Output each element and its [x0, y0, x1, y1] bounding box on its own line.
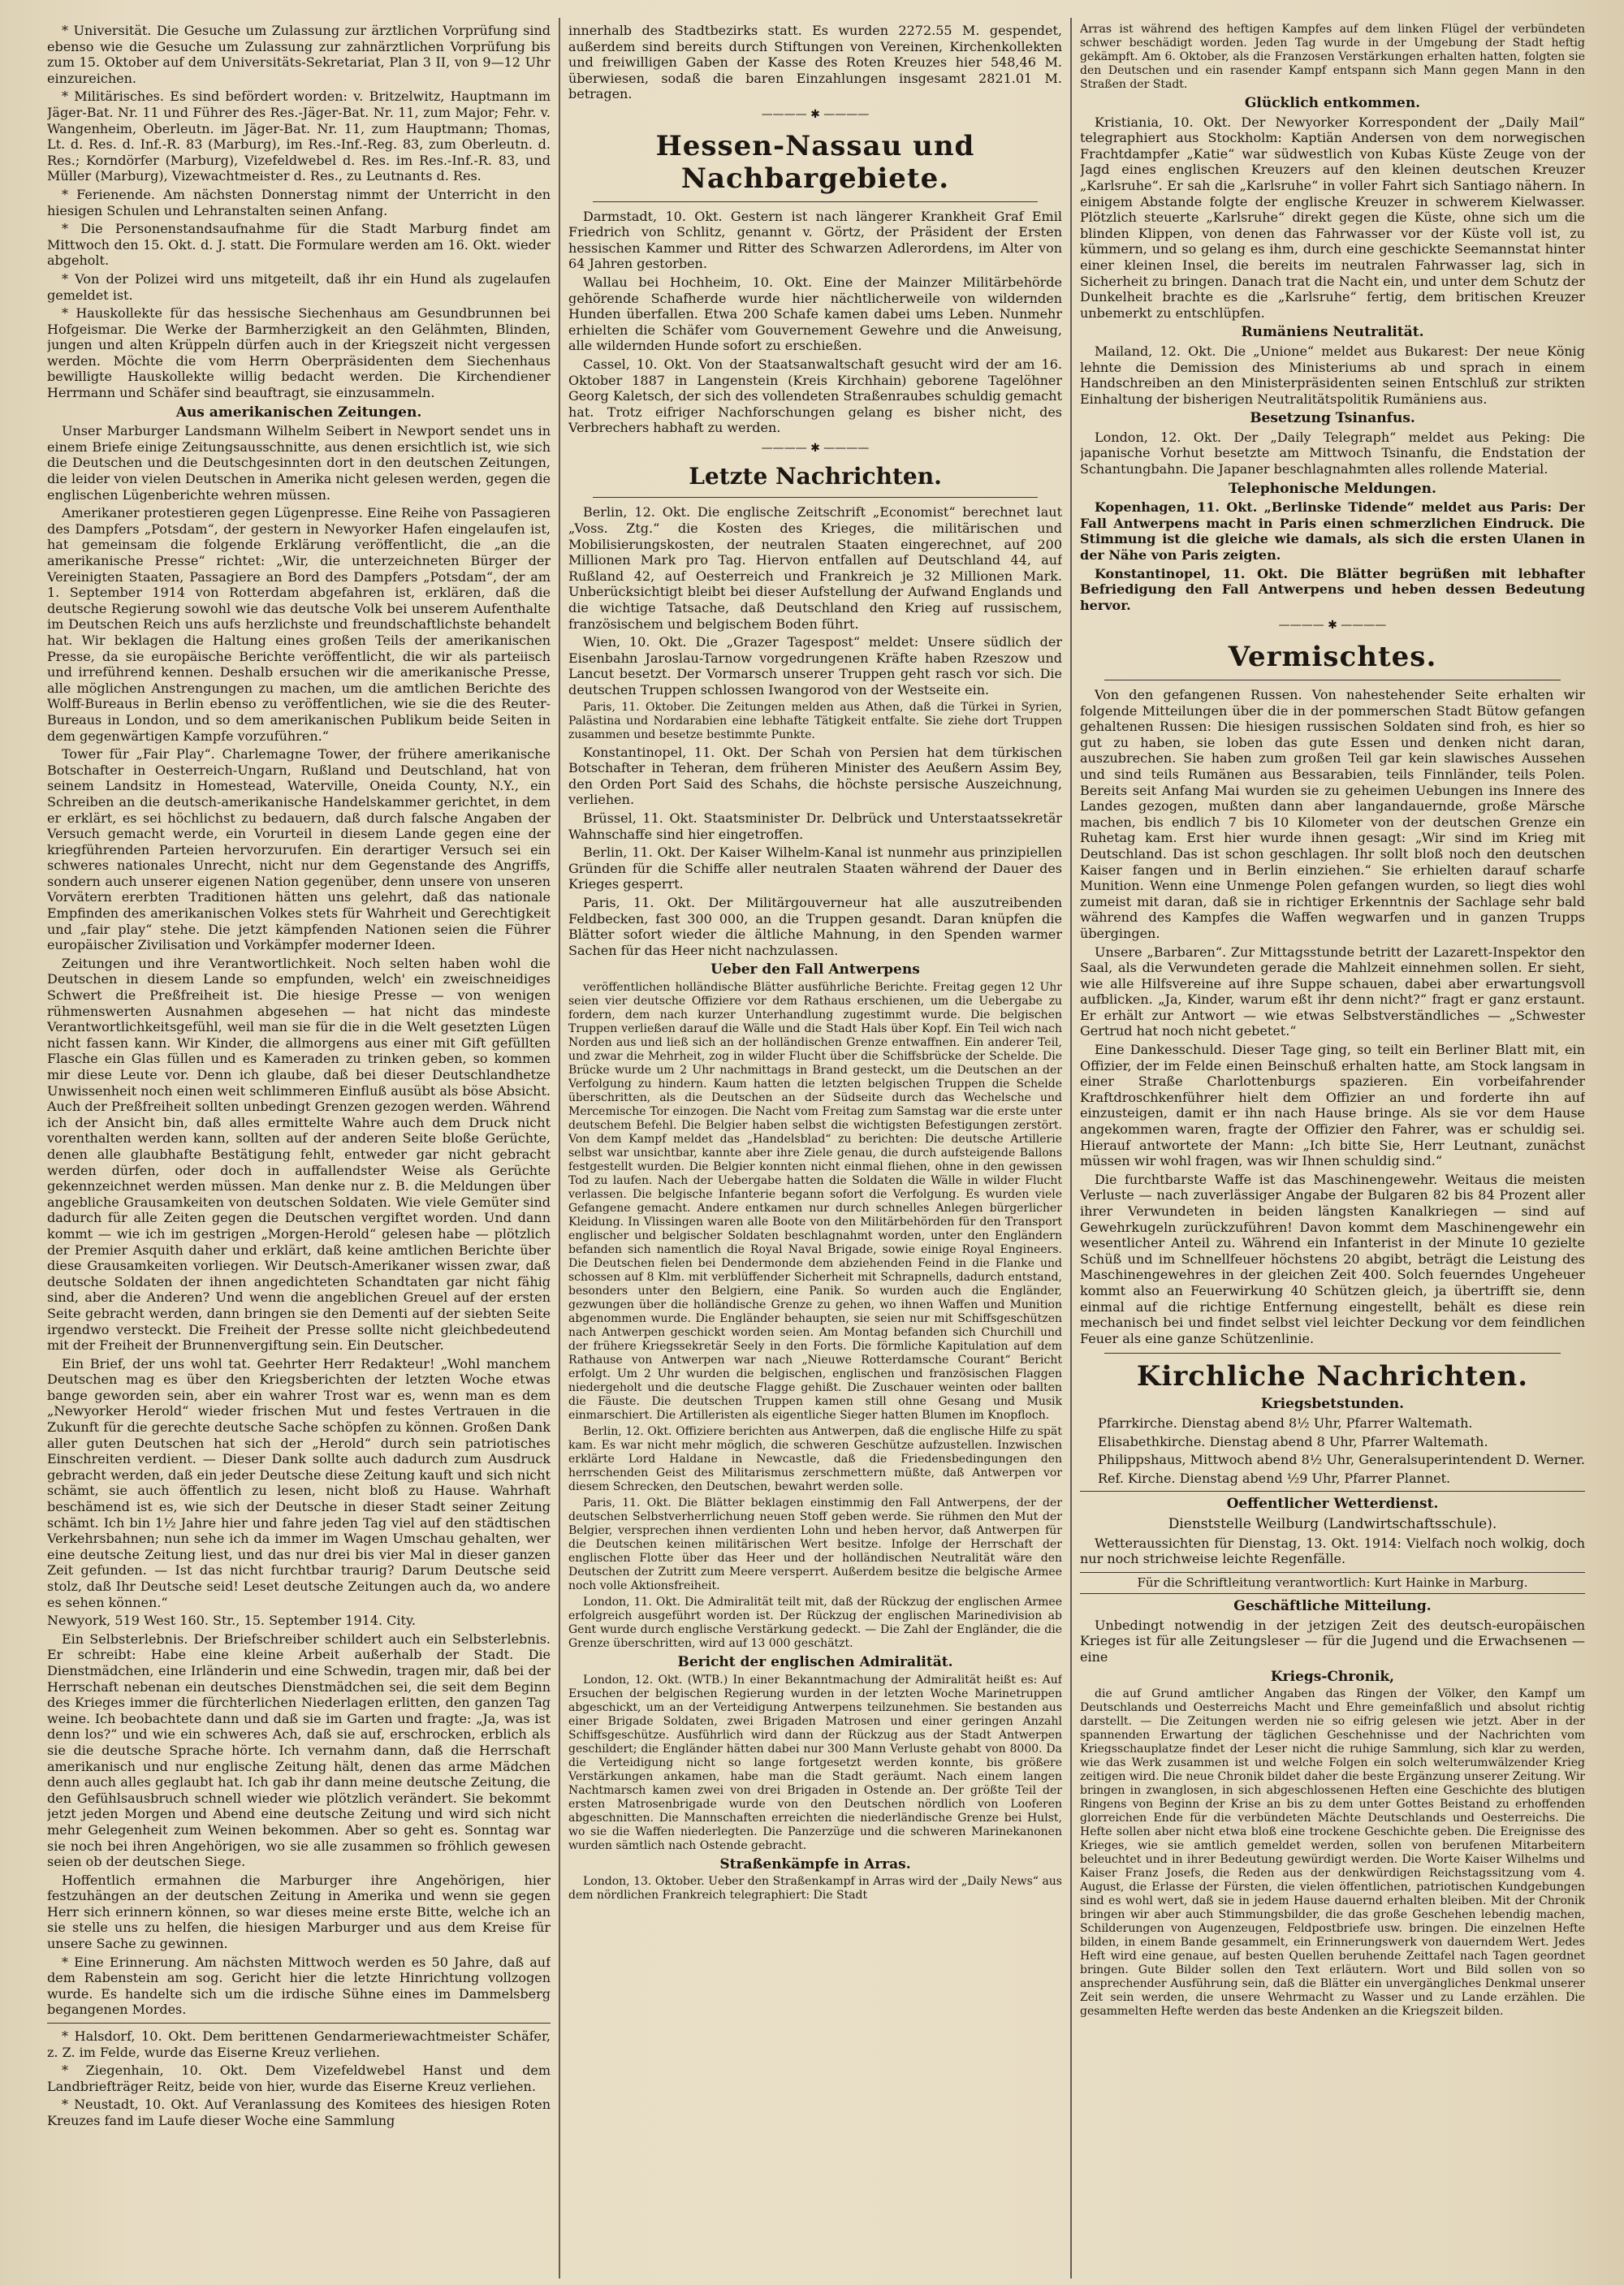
article-paragraph: Konstantinopel, 11. Okt. Die Blätter begrüßen mit lebhafter Befriedigung den Fall Antwerpens und heben dessen Bedeutung hervor. — [1080, 565, 1585, 613]
section-heading: Glücklich entkommen. — [1244, 95, 1421, 111]
article-paragraph: veröffentlichen holländische Blätter ausführliche Berichte. Freitag gegen 12 Uhr seien vier deutsche Offiziere vor dem Rathaus erschienen, um die Uebergabe zu fordern, dem nach kurzer Unterhandlung zugestimmt wurde. Die belgischen Truppen verließen darauf die Wälle und die Stadt Hals über Kopf. Ein Teil wich nach Norden aus und ließ sich an der holländischen Grenze entwaffnen. Ein anderer Teil, und zwar die Mehrheit, zog in wilder Flucht über die Schiffsbrücke der Schelde. Die Brücke wurde um 2 Uhr nachmittags in Brand gesteckt, um die Deutschen an der Verfolgung zu hindern. Kaum hatten die letzten belgischen Truppen die Schelde überschritten, als die Deutschen an der Südseite durch das Wechelsche und Mercemische Tor einzogen. Die Nacht vom Freitag zum Samstag war die erste unter deutschem Befehl. Die Belgier haben selbst die wichtigsten Befestigungen zerstört. Von dem Kampf meldet das „Handelsblad“ zu berichten: Die deutsche Artillerie selbst war unsichtbar, kannte aber ihre Ziele genau, die durch aufsteigende Ballons festgestellt wurden. Die Belgier konnten nicht einmal fliehen, ohne in den gewissen Tod zu laufen. Nach der Uebergabe hatten die Soldaten die Wälle in wilder Flucht verlassen. Die belgische Infanterie begann sofort die Verfolgung. Es wurden viele Gefangene gemacht. Andere entkamen nur durch schnelles Anlegen bürgerlicher Kleidung. In Vlissingen waren alle Boote von den Militärbehörden für den Transport englischer und belgischer Soldaten beschlagnahmt worden, unter den Engländern befanden sich namentlich die Royal Naval Brigade, sowie einige Royal Engineers. Die Deutschen fielen bei Dendermonde dem abziehenden Feind in die Flanke und schossen auf 8 Klm. mit verblüffender Sicherheit mit Schrapnells, dadurch entstand, besonders unter den Belgiern, eine Panik. So wurden auch die Engländer, gezwungen über die holländische Grenze zu gehen, wo ihnen Waffen und Munition abgenommen wurde. Die Engländer behaupten, sie seien nur mit Schiffsgeschützen nach Antwerpen geschickt worden seien. Am Montag befanden sich Churchill und der frühere Kriegssekretär Seely in den Forts. Die förmliche Kapitulation auf dem Rathause von Antwerpen war nach „Nieuwe Rotterdamsche Courant“ Bericht erfolgt. Um 2 Uhr wurden die belgischen, englischen und französischen Flaggen niedergeholt und die deutsche Flagge gehißt. Die Zuschauer weinten oder ballten die Fäuste. Die deutschen Truppen kamen still ohne Gesang und Musik einmarschiert. Die Artilleristen als eigentliche Sieger hatten Blumen im Knopfloch. — [568, 980, 1062, 1422]
article-paragraph: Amerikaner protestieren gegen Lügenpresse. Eine Reihe von Passagieren des Dampfers „Potsdam“, der gestern in Newyorker Hafen eingelaufen ist, hat gemeinsam die folgende Erklärung veröffentlicht, die „an die amerikanische Presse“ richtet: „Wir, die unterzeichneten Bürger der Vereinigten Staaten, Passagiere an Bord des Dampfers „Potsdam“, der am 1. September 1914 von Rotterdam abgefahren ist, erklären, daß die deutsche Regierung sowohl wie das deutsche Volk bei unserem Aufenthalte im Deutschen Reich uns aufs herzlichste und freundschaftlichste behandelt hat. Wir beklagen die Haltung eines großen Teils der amerikanischen Presse, da sie europäische Berichte veröffentlicht, die wir als parteiisch und irreführend kennen. Deshalb ersuchen wir die amerikanische Presse, alle möglichen Anstrengungen zu machen, um die amtlichen Berichte des Wolff-Bureaus in Berlin ebenso zu veröffentlichen, wie sie die des Reuter-Bureaus in London, und so dem amerikanischen Publikum beide Seiten in dem gegenwärtigen Kampfe vorzuführen.“ — [47, 505, 551, 744]
article-paragraph: Von den gefangenen Russen. Von nahestehender Seite erhalten wir folgende Mitteilungen über die in der pommerschen Stadt Bütow gefangen gehaltenen Russen: Die hiesigen russischen Soldaten sind froh, es hier so gut zu haben, sie loben das gute Essen und denken nicht daran, auszubrechen. Sie haben zum großen Teil gar kein slawisches Aussehen und sind teils Rumänen aus Bessarabien, teils Finnländer, teils Polen. Bereits seit Anfang Mai wurden sie zu geheimen Uebungen ins Innere des Landes gezogen, mußten dann aber langandauernde, große Märsche machen, bis endlich 7 bis 10 Kilometer von der deutschen Grenze ein Ruhetag kam. Erst hier wurde ihnen gesagt: „Wir sind im Krieg mit Deutschland. Das ist schon geschlagen. Ihr sollt bloß noch den deutschen Kaiser fangen und in Berlin einziehen.“ Sie erhielten darauf scharfe Munition. Wenn eine Unmenge Polen gefangen wurden, so liegt dies wohl zumeist mit daran, daß sie in richtiger Erkenntnis der Sachlage sehr bald während des Kampfes die Waffen wegwarfen und in ganzen Trupps übergingen. — [1080, 687, 1585, 941]
article-paragraph: Eine Dankesschuld. Dieser Tage ging, so teilt ein Berliner Blatt mit, ein Offizier, der im Felde einen Beinschuß erhalten hatte, am Stock langsam in einer Straße Charlottenburgs spazieren. Ein vorbeifahrender Kraftdroschkenführer hielt dem Offizier an und forderte ihn auf einzusteigen, damit er ihn nach Hause bringe. Als sie vor dem Hause angekommen waren, fragte der Offizier den Fahrer, was er schuldig sei. Hierauf antwortete der Mann: „Ich bitte Sie, Herr Leutnant, zunächst müssen wir wohl fragen, was wir Ihnen schuldig sind.“ — [1080, 1042, 1585, 1169]
church-listing: Philippshaus, Mittwoch abend 8½ Uhr, Generalsuperintendent D. Werner. — [1098, 1452, 1585, 1468]
dateline: Newyork, 519 West 160. Str., 15. September 1914. City. — [47, 1613, 416, 1629]
section-heading: Besetzung Tsinanfus. — [1250, 410, 1415, 427]
article-paragraph: Unsere „Barbaren“. Zur Mittagsstunde betritt der Lazarett-Inspektor den Saal, als die Verwundeten gerade die Mahlzeit einnehmen sollen. Er sieht, wie alle Hilfsvereine auf ihre Suppe schauen, dabei aber erwartungsvoll aufblicken. „Ja, Kinder, warum eßt ihr denn nicht?“ fragt er ganz erstaunt. Er erhält zur Antwort — wie etwas Selbstverständliches — „Schwester Gertrud hat noch nicht gebetet.“ — [1080, 944, 1585, 1039]
section-heading: Kriegs-Chronik, — [1270, 1668, 1395, 1685]
column-3 — [1080, 23, 1585, 2277]
section-title-vermischtes: Vermischtes. — [1228, 641, 1437, 673]
column-2 — [568, 23, 1062, 2277]
article-paragraph: Mailand, 12. Okt. Die „Unione“ meldet aus Bukarest: Der neue König lehnte die Demission des Ministeriums ab und sprach in einem Handschreiben an den Ministerpräsidenten seinen Entschluß zur strikten Einhaltung der bisherigen Neutralitätspolitik Rumäniens aus. — [1080, 343, 1585, 407]
article-paragraph: Kristiania, 10. Okt. Der Newyorker Korrespondent der „Daily Mail“ telegraphiert aus Stockholm: Kaptiän Andersen von dem norwegischen Frachtdampfer „Katie“ war südwestlich von Kubas Küste Zeuge von der Jagd eines englischen Kreuzers auf den kleinen deutschen Kreuzer „Karlsruhe“. Er sah die „Karlsruhe“ in voller Fahrt sich Santiago nähern. In einigem Abstande folgte der englische Kreuzer in schwerem Kielwasser. Plötzlich steuerte „Karlsruhe“ direkt gegen die Küste, ohne sich um die blinden Klippen, von denen das Fahrwasser vor der Küste voll ist, zu kümmern, und so gelang es ihm, durch eine geschickte Seemannstat hinter einer kleinen Insel, die bereits im neutralen Fahrwasser lag, sich in Sicherheit zu bringen. Danach trat die Nacht ein, und unter dem Schutz der Dunkelheit brachte es die „Karlsruhe“ fertig, dem britischen Kreuzer unbemerkt zu entschlüpfen. — [1080, 114, 1585, 321]
article-paragraph: Wien, 10. Okt. Die „Grazer Tagespost“ meldet: Unsere südlich der Eisenbahn Jaroslau-Tarnow vorgedrungenen Kräfte haben Rzeszow und Lancut besetzt. Der Vormarsch unserer Truppen geht rasch vor sich. Die deutschen Truppen schlossen Iwangorod von der Westseite ein. — [568, 634, 1062, 698]
star-divider-icon: ———— ✱ ———— — [761, 107, 870, 121]
section-heading: Rumäniens Neutralität. — [1241, 324, 1424, 341]
article-paragraph: Hoffentlich ermahnen die Marburger ihre Angehörigen, hier festzuhängen an der deutschen Zeitung in Amerika und wenn sie gegen Herr sich erinnern können, so war dieses meine erste Bitte, welche ich an sie stelle uns zu helfen, die hiesigen Marburger und aus dem Kreise für unsere Sache zu gewinnen. — [47, 1872, 551, 1952]
section-heading: Bericht der englischen Admiralität. — [677, 1653, 953, 1670]
article-paragraph: die auf Grund amtlicher Angaben das Ringen der Völker, den Kampf um Deutschlands und Oesterreichs Macht und Ehre gemeinfaßlich und absolut richtig darstellt. — Die Zeitungen werden nie so eifrig gelesen wie jetzt. Aber in der spannenden Erwartung der täglichen Geschehnisse und der Nachrichten vom Kriegsschauplatze findet der Leser nicht die ruhige Sammlung, sich klar zu werden, wie das Werk zusammen ist und welche Folgen ein solch welterumwälzender Krieg zeitigen wird. Die neue Chronik bildet daher die beste Ergänzung unserer Zeitung. Wir bringen in zwanglosen, in sich abgeschlossenen Heften eine Geschichte des blutigen Ringens von Beginn der Krise an bis zu dem unter Gottes Beistand zu erhoffenden glorreichen Ende für die verbündeten Mächte Deutschlands und Oesterreichs. Die Hefte sollen aber nicht etwa bloß eine trockene Geschichte geben. Die Ereignisse des Krieges, wie sie amtlich gemeldet werden, sollen von berufenen Mitarbeitern beleuchtet und in ihrer Bedeutung gewürdigt werden. Die Worte Kaiser Wilhelms und Kaiser Franz Josefs, die Reden aus der denkwürdigen Reichstagssitzung vom 4. August, die Erlasse der Fürsten, die vielen öffentlichen, patriotischen Kundgebungen sind es wohl wert, daß sie in jedem Hause dauernd erhalten bleiben. Mit der Chronik bringen wir aber auch Stimmungsbilder, die das große Geschehen lebendig machen, Schilderungen von Augenzeugen, Feldpostbriefe usw. bringen. Die einzelnen Hefte bilden, in einem Bande gesammelt, ein Erinnerungswerk von dauerndem Wert. Jedes Heft wird eine genaue, auf besten Quellen beruhende Zeittafel nach Tagen geordnet bringen. Gute Bilder sollen den Text erläutern. Wort und Bild sollen von so ansprechender Ausführung sein, daß die Blätter ein unvergängliches Denkmal unserer Zeit sein werden, die unsere Wehrmacht zu Wasser und zu Lande erzählen. Die gesammelten Hefte werden das beste Andenken an die Kriegszeit bilden. — [1080, 1687, 1585, 2019]
article-paragraph: Ein Brief, der uns wohl tat. Geehrter Herr Redakteur! „Wohl manchem Deutschen mag es über den Kriegsberichten der letzten Woche etwas bange geworden sein, aber ein wahrer Trost war es, wenn man es dem „Newyorker Herold“ wieder frischen Mut und festes Vertrauen in die Zukunft für die gerechte deutsche Sache schöpfen zu können. Großen Dank aller guten Deutschen hat sich der „Herold“ durch sein patriotisches Einschreiten verdient. — Dieser Dank sollte auch dadurch zum Ausdruck gebracht werden, daß ein jeder Deutsche diese Zeitung kauft und sich nicht schämt, sie auch öffentlich zu lesen, nicht bloß zu Hause. Wahrhaft beschämend ist es, wie sich der Deutsche in dieser Stadt seiner Zeitung schämt. Ich bin 1½ Jahre hier und fahre jeden Tag viel auf den städtischen Verkehrsbahnen; nun sehe ich da immer im Wagen Umschau gehalten, wer eine deutsche Zeitung liest, und das nur drei bis vier Mal in dieser ganzen Zeit gefunden. — Ist das nicht furchtbar traurig? Darum Deutsche seid stolz, daß Ihr Deutsche seid! Leset deutsche Zeitungen auch da, wo andere es sehen können.“ — [47, 1355, 551, 1610]
article-paragraph: Arras ist während des heftigen Kampfes auf dem linken Flügel der verbündeten schwer beschädigt worden. Jeden Tag wurde in der Umgebung der Stadt heftig gekämpft. Am 6. Oktober, als die Franzosen Verstärkungen erhalten hatten, folgten sie den Deutschen und ein rasender Kampf entspann sich Mann gegen Mann in den Straßen der Stadt. — [1080, 23, 1585, 91]
section-heading: Kriegsbetstunden. — [1260, 1396, 1405, 1413]
article-paragraph: Zeitungen und ihre Verantwortlichkeit. Noch selten haben wohl die Deutschen in diesem Lande so empfunden, welch' ein zweischneidiges Schwert die Preßfreiheit ist. Die hiesige Presse — von wenigen rühmenswerten Ausnahmen abgesehen — hat nicht das mindeste Verantwortlichkeitsgefühl, weil man sie für die in die Welt gesetzten Lügen nicht fassen kann. Wir Kinder, die allmorgens aus einer mit Gift gefüllten Flasche ein Glas füllen und es Kameraden zu trinken geben, so kommen mir diese Leute vor. Denn ich glaube, daß bei dieser Deutschlandhetze Unwissenheit noch einen weit schlimmeren Einfluß ausübt als böse Absicht. Auch der Preßfreiheit sollten unbedingt Grenzen gezogen werden. Während ich der Ansicht bin, daß alles ermittelte Wahre auch dem Druck nicht vorenthalten werden kann, sollten auf der anderen Seite bloße Gerüchte, denen alle glaubhafte Bestätigung fehlt, entweder gar nicht gebracht werden dürfen, oder doch in auffallendster Weise als Gerüchte gekennzeichnet werden müssen. Man denke nur z. B. die Meldungen über angebliche Grausamkeiten von deutschen Soldaten. Wie viele Gemüter sind dadurch für alle Zeiten gegen die Deutschen vergiftet worden. Und dann kommt — wie ich im gestrigen „Morgen-Herold“ gelesen habe — plötzlich der Premier Asquith daher und erklärt, daß keine amtlichen Berichte über diese Grausamkeiten vorliegen. Wir Deutsch-Amerikaner wissen zwar, daß deutsche Soldaten der ihnen angedichteten Schandtaten gar nicht fähig sind, aber die Anderen? Und wenn die angeblichen Greuel auf der ersten Seite gebracht werden, dann bringen sie den Dementi auf der siebten Seite irgendwo versteckt. Die Freiheit der Presse sollte nicht gleichbedeutend mit der Freiheit der Brunnenvergiftung sein. Ein Deutscher. — [47, 955, 551, 1354]
article-paragraph: Berlin, 12. Okt. Die englische Zeitschrift „Economist“ berechnet laut „Voss. Ztg.“ die Kosten des Krieges, die militärischen und Mobilisierungskosten, der neutralen Staaten eingerechnet, auf 200 Millionen Mark pro Tag. Hiervon entfallen auf Deutschland 44, auf Rußland 42, auf Oesterreich und Frankreich je 32 Millionen Mark. Unberücksichtigt bleibt bei dieser Aufstellung der Aufwand Englands und die wichtige Tatsache, daß Deutschland den Krieg auf russischem, französischem und belgischem Boden führt. — [568, 504, 1062, 632]
article-paragraph: London, 12. Okt. (WTB.) In einer Bekanntmachung der Admiralität heißt es: Auf Ersuchen der belgischen Regierung wurden in der letzten Woche Marinetruppen abgeschickt, um an der Verteidigung Antwerpens teilzunehmen. Sie bestanden aus einer Brigade Soldaten, zwei Brigaden Matrosen und einer geringen Anzahl Schiffsgeschütze. Ausführlich wird dann der Rückzug aus der Stadt Antwerpen geschildert; die Engländer hätten dabei nur 300 Mann Verluste gehabt von 8000. Da die Verteidigung nicht so lange fortgesetzt werden konnte, bis größere Verstärkungen ankamen, habe man die Stadt geräumt. Nach einem langen Nachtmarsch kamen zwei von drei Brigaden in Ostende an. Der größte Teil der ersten Matrosenbrigade wurde von den Deutschen nördlich von Looferen abgeschnitten. Die Mannschaften erreichten die niederländische Grenze bei Hulst, wo sie die Waffen niederlegten. Die Panzerzüge und die schweren Marinekanonen wurden sämtlich nach Ostende gebracht. — [568, 1673, 1062, 1852]
church-listing: Pfarrkirche. Dienstag abend 8½ Uhr, Pfarrer Waltemath. — [1098, 1415, 1473, 1431]
section-heading: Straßenkämpfe in Arras. — [719, 1855, 911, 1872]
article-paragraph: Tower für „Fair Play“. Charlemagne Tower, der frühere amerikanische Botschafter in Oesterreich-Ungarn, Rußland und Deutschland, hat von seinem Landsitz in Homestead, Waterville, Oneida County, N.Y., ein Schreiben an die deutsch-amerikanische Handelskammer gerichtet, in dem er erklärt, es sei höchlichst zu bedauern, daß durch falsche Angaben der Versuch gemacht werde, ein Vorurteil in diesem Lande gegen eine der kriegführenden Parteien hervorzurufen. Ein derartiger Versuch sei ein schweres nationales Unrecht, nicht nur dem Gegenstande des Angriffs, sondern auch unserer eigenen Nation gegenüber, denn unsere von unseren Vorvätern ererbten Traditionen hätten uns gelehrt, daß das nationale Empfinden des amerikanischen Volkes stets für Wahrheit und Gerechtigkeit und „fair play“ stehe. Die jetzt kämpfenden Nationen seien die Führer europäischer Zivilisation und Vorkämpfer moderner Ideen. — [47, 746, 551, 953]
article-paragraph: Paris, 11. Oktober. Die Zeitungen melden aus Athen, daß die Türkei in Syrien, Palästina und Nordarabien eine lebhafte Tätigkeit entfalte. Sie ziehe dort Truppen zusammen und besetze bestimmte Punkte. — [568, 700, 1062, 741]
article-paragraph: Darmstadt, 10. Okt. Gestern ist nach längerer Krankheit Graf Emil Friedrich von Schlitz, genannt v. Görtz, der Präsident der Ersten hessischen Kammer und Ritter des Schwarzen Adlerordens, im Alter von 64 Jahren gestorben. — [568, 208, 1062, 272]
section-title-letzte-nachrichten: Letzte Nachrichten. — [689, 463, 942, 490]
divider — [593, 497, 1038, 498]
article-hauskollekte: * Hauskollekte für das hessische Siechenhaus am Gesundbrunnen bei Hofgeismar. Die Werke der Barmherzigkeit an den Gelähmten, Blinden, jungen und alten Krüppeln dürfen auch in der Kriegszeit nicht vergessen werden. Möchte die vom Herrn Oberpräsidenten dem Siechenhaus bewilligte Hauskollekte willig bedacht werden. Die Kirchendiener Herrmann und Schäfer sind beauftragt, sie einzusammeln. — [47, 305, 551, 401]
article-paragraph: Ein Selbsterlebnis. Der Briefschreiber schildert auch ein Selbsterlebnis. Er schreibt: Habe eine kleine Arbeit außerhalb der Stadt. Die Dienstmädchen, eine Irländerin und eine Schwedin, tragen mir, daß bei der Herrschaft nebenan ein deutsches Dienstmädchen sei, die seit dem Beginn des Krieges immer die fürchterlichen Niederlagen erlitten, den ganzen Tag weine. Ich beobachtete dann und daß sie im Garten und fragte: „Ja, was ist denn los?“ und wie ein schweres Ach, daß sie auf, erschrocken, erblich als sie die deutsche Sprache hörte. Ich vernahm dann, daß die Herrschaft amerikanisch und nur englische Zeitung hält, denen das arme Mädchen denn auch alles geglaubt hat. Ich gab ihr dann meine deutsche Zeitung, die den Gefühlsausbruch schnell wieder wie plötzlich verändert. Sie bekommt jetzt jeden Morgen und Abend eine deutsche Zeitung und wird sich nicht mehr Gelegenheit zum Weinen bekommen. Aber so geht es. Sonntag war sie noch bei ihren Angehörigen, wo sie alle zusammen so fröhlich gewesen seien ob der deutschen Siege. — [47, 1631, 551, 1870]
article-militaerisches: * Militärisches. Es sind befördert worden: v. Britzelwitz, Hauptmann im Jäger-Bat. Nr. 11 und Führer des Res.-Jäger-Bat. Nr. 11, zum Major; Fehr. v. Wangenheim, Oberleutn. im Jäger-Bat. Nr. 11, zum Hauptmann; Thomas, Lt. d. Res. d. Inf.-R. 83 (Marburg), im Res.-Inf.-Reg. 83, zum Oberleutn. d. Res.; Korndörfer (Marburg), Vizefeldwebel d. Res. im Res.-Inf.-R. 83, und Müller (Marburg), Vizewachtmeister d. Res., zu Leutnants d. Res. — [47, 89, 551, 184]
editor-responsibility: Für die Schriftleitung verantwortlich: Kurt Hainke in Marburg. — [1080, 1572, 1585, 1595]
section-heading: Oeffentlicher Wetterdienst. — [1226, 1496, 1439, 1513]
article-paragraph: Konstantinopel, 11. Okt. Der Schah von Persien hat dem türkischen Botschafter in Teheran, dem früheren Minister des Aeußern Assim Bey, den Orden Port Said des Schahs, die höchste persische Auszeichnung, verliehen. — [568, 744, 1062, 808]
article-paragraph: Unbedingt notwendig in der jetzigen Zeit des deutsch-europäischen Krieges ist für alle Zeitungsleser — für die Jugend und die Erwachsenen — eine — [1080, 1617, 1585, 1665]
weather-station: Dienststelle Weilburg (Landwirtschaftsschule). — [1168, 1515, 1497, 1532]
divider — [47, 2023, 551, 2024]
star-divider-icon: ———— ✱ ———— — [1278, 619, 1387, 633]
article-paragraph: innerhalb des Stadtbezirks statt. Es wurden 2272.55 M. gespendet, außerdem sind bereits durch Stiftungen von Vereinen, Kirchenkollekten und freiwilligen Gaben der Kasse des Roten Kreuzes hier 548,46 M. überwiesen, sodaß die baren Einzahlungen insgesamt 2821.01 M. betragen. — [568, 23, 1062, 102]
article-paragraph: * Halsdorf, 10. Okt. Dem berittenen Gendarmeriewachtmeister Schäfer, z. Z. im Felde, wurde das Eiserne Kreuz verliehen. — [47, 2028, 551, 2060]
article-paragraph: Unser Marburger Landsmann Wilhelm Seibert in Newport sendet uns in einem Briefe einige Zeitungsausschnitte, aus denen ersichtlich ist, wie sich die Deutschen und die Deutschgesinnten dort in den deutschen Zeitungen, die leider von vielen Deutschen in Amerika nicht gelesen werden, gegen die englischen Lügenberichte wehren müssen. — [47, 423, 551, 503]
article-paragraph: Paris, 11. Okt. Der Militärgouverneur hat alle auszutreibenden Feldbecken, fast 300 000, an die Truppen gesandt. Daran knüpfen die Blätter sofort wieder die ältliche Mahnung, in den Spenden warmer Sachen für das Heer nicht nachzulassen. — [568, 894, 1062, 958]
article-paragraph: Cassel, 10. Okt. Von der Staatsanwaltschaft gesucht wird der am 16. Oktober 1887 in Langenstein (Kreis Kirchhain) geborene Tagelöhner Georg Kaletsch, der sich des vollendeten Straßenraubes schuldig gemacht hat. Trotz eifriger Nachforschungen gelang es bisher nicht, des Verbrechers habhaft zu werden. — [568, 356, 1062, 436]
article-paragraph: * Ziegenhain, 10. Okt. Dem Vizefeldwebel Hanst und dem Landbriefträger Reitz, beide von hier, wurde das Eiserne Kreuz verliehen. — [47, 2063, 551, 2094]
divider — [1080, 1491, 1585, 1492]
star-divider-icon: ———— ✱ ———— — [761, 441, 870, 455]
article-paragraph: London, 13. Oktober. Ueber den Straßenkampf in Arras wird der „Daily News“ aus dem nördlichen Frankreich telegraphiert: Die Stadt — [568, 1875, 1062, 1903]
article-ferienende: * Ferienende. Am nächsten Donnerstag nimmt der Unterricht in den hiesigen Schulen und Lehranstalten seinen Anfang. — [47, 186, 551, 218]
section-heading: Ueber den Fall Antwerpens — [710, 961, 920, 978]
column-1 — [47, 23, 551, 2277]
article-paragraph: Berlin, 11. Okt. Der Kaiser Wilhelm-Kanal ist nunmehr aus prinzipiellen Gründen für die Schiffe aller neutralen Staaten während der Dauer des Krieges gesperrt. — [568, 844, 1062, 892]
article-paragraph: London, 11. Okt. Die Admiralität teilt mit, daß der Rückzug der englischen Armee erfolgreich ausgeführt worden ist. Der Rückzug der englischen Marinedivision ab Gent wurde durch englische Verstärkung gedeckt. — Die Zahl der Engländer, die die Grenze überschritten, wird auf 13 000 geschätzt. — [568, 1595, 1062, 1650]
article-polizei: * Von der Polizei wird uns mitgeteilt, daß ihr ein Hund als zugelaufen gemeldet ist. — [47, 270, 551, 303]
article-paragraph: London, 12. Okt. Der „Daily Telegraph“ meldet aus Peking: Die japanische Vorhut besetzte am Mittwoch Tsinanfu, die Endstation der Schantungbahn. Die Japaner beschlagnahmten alles rollende Material. — [1080, 429, 1585, 477]
article-paragraph: Kopenhagen, 11. Okt. „Berlinske Tidende“ meldet aus Paris: Der Fall Antwerpens macht in Paris einen schmerzlichen Eindruck. Die Stimmung ist die gleiche wie damals, als sich die ersten Ulanen in der Nähe von Paris zeigten. — [1080, 499, 1585, 564]
section-heading: Aus amerikanischen Zeitungen. — [175, 404, 422, 421]
section-heading: Geschäftliche Mitteilung. — [1233, 1598, 1432, 1615]
divider — [593, 201, 1038, 202]
article-paragraph: Die furchtbarste Waffe ist das Maschinengewehr. Weitaus die meisten Verluste — nach zuverlässiger Angabe der Bulgaren 82 bis 84 Prozent aller ihrer Verwundeten in beiden längsten Kanalkriegen — sind auf Gewehrkugeln zurückzuführen! Davon kommt dem Maschinengewehr ein wesentlicher Anteil zu. Während ein Infanterist in der Minute 10 gezielte Schüß und im Schnellfeuer höchstens 20 abgibt, beträgt die Leistung des Maschinengewehres in der gleichen Zeit 400. Solch feuerndes Ungeheuer kommt also an Feuerwirkung 40 Schützen gleich, ja übertrifft sie, denn einmal auf die richtige Entfernung eingestellt, behält es diese rein mechanisch bei und findet selbst viel leichter Deckung vor dem feindlichen Feuer als eine ganze Schützenlinie. — [1080, 1171, 1585, 1346]
article-paragraph: Paris, 11. Okt. Die Blätter beklagen einstimmig den Fall Antwerpens, der der deutschen Selbstverherrlichung neuen Stoff geben werde. Sie rühmen den Mut der Belgier, versprechen ihnen verdienten Lohn und heben hervor, daß Antwerpen für die Deutschen keinen militärischen Wert besitze. Infolge der Herrschaft der englischen Flotte über das Heer und der holländischen Neutralität wäre den Deutschen der Zutritt zum Meere versperrt. Außerdem besitze die belgische Armee noch volle Aktionsfreiheit. — [568, 1496, 1062, 1592]
divider — [1104, 1353, 1561, 1354]
article-personenstand: * Die Personenstandsaufnahme für die Stadt Marburg findet am Mittwoch den 15. Okt. d. J. statt. Die Formulare werden am 16. Okt. wieder abgeholt. — [47, 221, 551, 269]
column-divider — [1070, 18, 1072, 2279]
article-universitaet: * Universität. Die Gesuche um Zulassung zur ärztlichen Vorprüfung sind ebenso wie die Gesuche um Zulassung zur zahnärztlichen Vorprüfung bis zum 15. Oktober auf dem Universitäts-Sekretariat, Plan 3 II, von 9—12 Uhr einzureichen. — [47, 23, 551, 86]
article-paragraph: * Neustadt, 10. Okt. Auf Veranlassung des Komitees des hiesigen Roten Kreuzes fand im Laufe dieser Woche eine Sammlung — [47, 2097, 551, 2128]
weather-forecast: Wetteraussichten für Dienstag, 13. Okt. 1914: Vielfach noch wolkig, doch nur noch strichweise leichte Regenfälle. — [1080, 1535, 1585, 1567]
section-title-kirchliche-nachrichten: Kirchliche Nachrichten. — [1136, 1360, 1529, 1393]
article-paragraph: Brüssel, 11. Okt. Staatsminister Dr. Delbrück und Unterstaatssekretär Wahnschaffe sind hier eingetroffen. — [568, 810, 1062, 842]
section-title-hessen-nassau: Hessen-Nassau und Nachbargebiete. — [655, 129, 975, 195]
church-listing: Ref. Kirche. Dienstag abend ½9 Uhr, Pfarrer Plannet. — [1098, 1470, 1451, 1486]
section-heading: Telephonische Meldungen. — [1229, 480, 1436, 497]
article-paragraph: * Eine Erinnerung. Am nächsten Mittwoch werden es 50 Jahre, daß auf dem Rabenstein am sog. Gericht hier die letzte Hinrichtung vollzogen wurde. Es handelte sich um die irdische Sühne eines im Dammelsberg begangenen Mordes. — [47, 1954, 551, 2018]
article-paragraph: Berlin, 12. Okt. Offiziere berichten aus Antwerpen, daß die englische Hilfe zu spät kam. Es war nicht mehr möglich, die schweren Geschütze aufzustellen. Inzwischen erklärte Lord Haldane in Newcastle, daß die Friedensbedingungen den herrschenden Geist des Militarismus zerschmettern müßte, daß Antwerpen vor diesem Schrecken, den Deutschen, bewahrt werden solle. — [568, 1424, 1062, 1493]
church-listing: Elisabethkirche. Dienstag abend 8 Uhr, Pfarrer Waltemath. — [1098, 1433, 1488, 1449]
article-paragraph: Wallau bei Hochheim, 10. Okt. Eine der Mainzer Militärbehörde gehörende Schafherde wurde hier nächtlicherweile von wildernden Hunden überfallen. Etwa 200 Schafe kamen dabei ums Leben. Nunmehr erhielten die Schäfer vom Gouvernement Gewehre und die Anweisung, alle wildernden Hunde sofort zu erschießen. — [568, 274, 1062, 354]
column-divider — [559, 18, 560, 2279]
